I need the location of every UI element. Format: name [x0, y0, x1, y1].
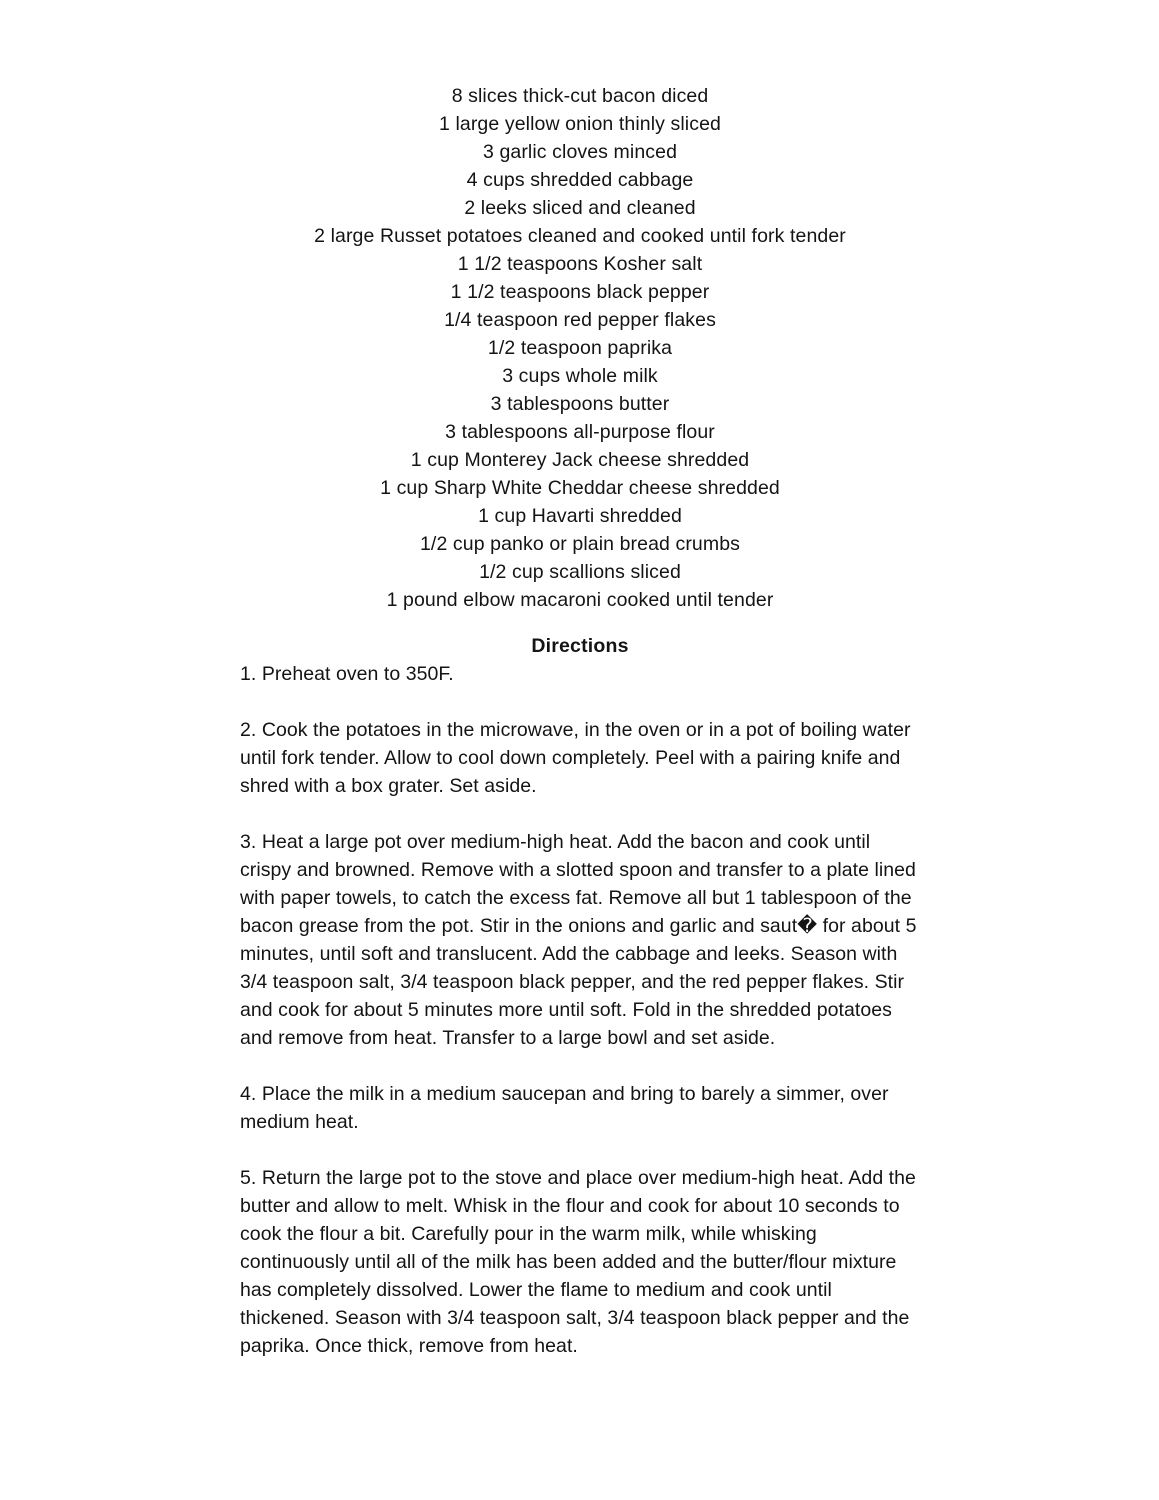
direction-step: 4. Place the milk in a medium saucepan and bring to barely a simmer, over medium heat.	[240, 1083, 889, 1133]
ingredient-item: 1 cup Sharp White Cheddar cheese shredded	[380, 477, 780, 499]
ingredient-item: 1 cup Havarti shredded	[478, 505, 682, 527]
ingredient-item: 1 pound elbow macaroni cooked until tender	[386, 589, 774, 611]
direction-step: 1. Preheat oven to 350F.	[240, 663, 454, 685]
direction-step: 3. Heat a large pot over medium-high heat. Add the bacon and cook until crispy and browned. Remove with a slotted spoon and transfer to a plate lined with paper towels, to catch the excess fat. Remove all but 1 tablespoon of the bacon grease from the pot. Stir in the onions and garlic and saut� for about 5 minutes, until soft and translucent. Add the cabbage and leeks. Season with 3/4 teaspoon salt, 3/4 teaspoon black pepper, and the red pepper flakes. Stir and cook for about 5 minutes more until soft. Fold in the shredded potatoes and remove from heat. Transfer to a large bowl and set aside.	[240, 831, 917, 1049]
ingredient-item: 1/2 cup panko or plain bread crumbs	[419, 533, 741, 555]
direction-step: 2. Cook the potatoes in the microwave, in the oven or in a pot of boiling water until fork tender. Allow to cool down completely. Peel with a pairing knife and shred with a box grater. Set aside.	[240, 719, 911, 797]
ingredient-item: 4 cups shredded cabbage	[466, 169, 694, 191]
ingredient-item: 1/4 teaspoon red pepper flakes	[444, 309, 716, 331]
ingredient-item: 3 tablespoons all-purpose flour	[445, 421, 715, 443]
ingredient-item: 1/2 teaspoon paprika	[487, 337, 673, 359]
ingredients-list	[240, 82, 920, 614]
direction-step: 5. Return the large pot to the stove and place over medium-high heat. Add the butter and allow to melt. Whisk in the flour and cook for about 10 seconds to cook the flour a bit. Carefully pour in the warm milk, while whisking continuously until all of the milk has been added and the butter/flour mixture has completely dissolved. Lower the flame to medium and cook until thickened. Season with 3/4 teaspoon salt, 3/4 teaspoon black pepper and the paprika. Once thick, remove from heat.	[240, 1167, 916, 1357]
document-content	[240, 82, 920, 1360]
ingredient-item: 1 1/2 teaspoons Kosher salt	[457, 253, 703, 275]
ingredient-item: 2 large Russet potatoes cleaned and cooked until fork tender	[314, 225, 846, 247]
directions-heading: Directions	[531, 635, 629, 657]
ingredient-item: 1 1/2 teaspoons black pepper	[450, 281, 710, 303]
ingredient-item: 3 garlic cloves minced	[482, 141, 678, 163]
ingredient-item: 3 cups whole milk	[502, 365, 658, 387]
ingredient-item: 1/2 cup scallions sliced	[479, 561, 681, 583]
directions-list	[240, 660, 920, 1360]
ingredient-item: 8 slices thick-cut bacon diced	[451, 85, 709, 107]
ingredient-item: 3 tablespoons butter	[490, 393, 670, 415]
ingredient-item: 1 large yellow onion thinly sliced	[439, 113, 721, 135]
ingredient-item: 1 cup Monterey Jack cheese shredded	[410, 449, 750, 471]
ingredient-item: 2 leeks sliced and cleaned	[464, 197, 696, 219]
